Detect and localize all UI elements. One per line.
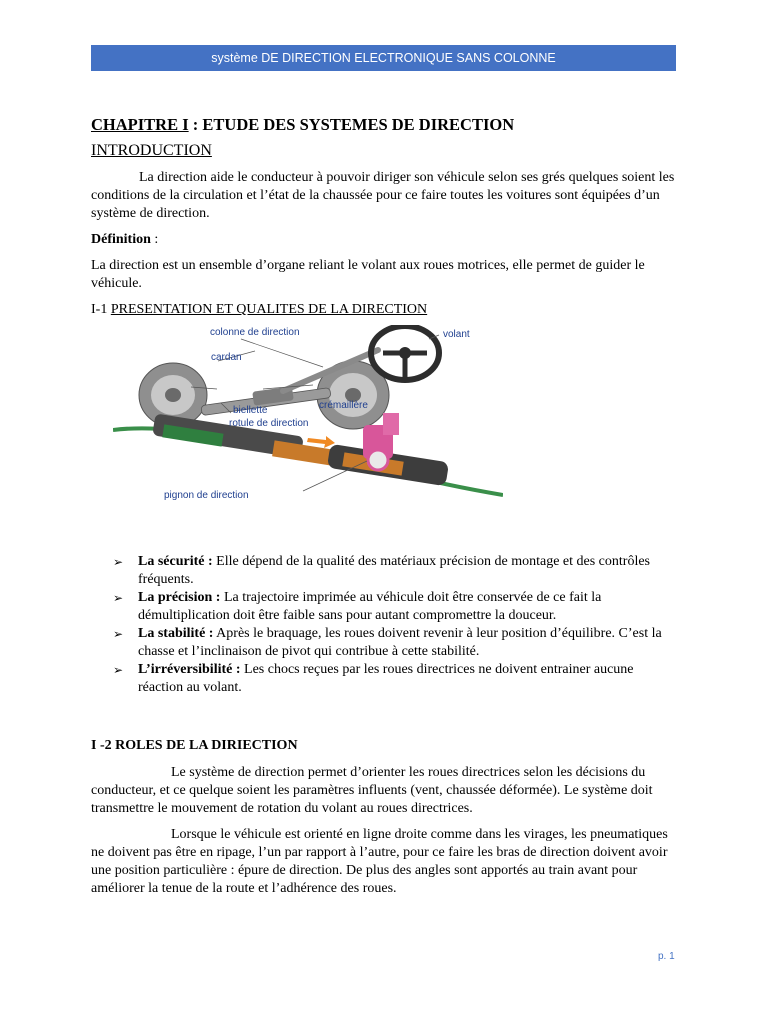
list-item (113, 589, 679, 625)
arrow-bullet-icon: ➢ (113, 591, 124, 605)
criterion-text: Elle dépend de la qualité des matériaux précision de montage et des contrôles fréquents. (138, 554, 650, 587)
page-content (91, 116, 679, 906)
label-pignon: pignon de direction (164, 490, 249, 501)
arrow-bullet-icon: ➢ (113, 555, 124, 569)
criterion-label: La précision : (138, 590, 221, 605)
list-item (113, 661, 679, 697)
intro-heading: INTRODUCTION (91, 142, 212, 159)
list-item (113, 625, 679, 661)
section2-paragraph-1: Le système de direction permet d’orienter les roues directrices selon les décisions du conducteur, et ce quelque soient les paramètres influents (vent, chaussée déformée). Le système doit transmettre le mouvement de rotation du volant au roues directrices. (91, 765, 653, 816)
label-cremaillere: crémaillère (319, 400, 368, 411)
arrow-bullet-icon: ➢ (113, 627, 124, 641)
chapter-label: CHAPITRE I (91, 115, 189, 134)
chapter-title (91, 116, 679, 134)
section1-number: I-1 (91, 302, 111, 317)
rack-teeth-shape (272, 440, 334, 465)
label-colonne: colonne de direction (210, 327, 300, 338)
criterion-text: Après le braquage, les roues doivent revenir à leur position d’équilibre. C’est la chasse et l’inclinaison de pivot qui contribue à cette stabilité. (138, 626, 662, 659)
definition-label: Définition (91, 232, 151, 247)
list-item (113, 553, 679, 589)
arrow-bullet-icon: ➢ (113, 663, 124, 677)
criterion-text: Les chocs reçues par les roues directrices ne doivent entrainer aucune réaction au volant. (138, 662, 634, 695)
criterion-label: L’irréversibilité : (138, 662, 241, 677)
label-cardan: cardan (211, 352, 242, 363)
criterion-label: La sécurité : (138, 554, 213, 569)
definition-sep: : (150, 232, 159, 247)
document-header: système DE DIRECTION ELECTRONIQUE SANS COLONNE (91, 45, 676, 71)
section2-heading: I -2 ROLES DE LA DIRIECTION (91, 738, 298, 753)
label-rotule: rotule de direction (229, 418, 309, 429)
chapter-name: ETUDE DES SYSTEMES DE DIRECTION (202, 115, 515, 134)
criteria-list (91, 553, 679, 697)
intro-paragraph: La direction aide le conducteur à pouvoir diriger son véhicule selon ses grés quelques soient les conditions de la circulation et l’état de la chaussée pour ce faire toutes les voitures sont équipées d’un système de direction. (91, 170, 675, 221)
steering-system-diagram (113, 325, 503, 515)
criterion-label: La stabilité : (138, 626, 214, 641)
label-biellette: biellette (233, 405, 268, 416)
section1-title: PRESENTATION ET QUALITES DE LA DIRECTION (110, 302, 428, 317)
definition-paragraph: La direction est un ensemble d’organe reliant le volant aux roues motrices, elle permet de guider le véhicule. (91, 258, 645, 291)
section1-heading (91, 301, 679, 319)
criterion-text: La trajectoire imprimée au véhicule doit être conservée de ce fait la démultiplication doit être faible sans pour autant compromettre la douceur. (138, 590, 602, 623)
definition-heading (91, 231, 679, 249)
label-volant: volant (443, 329, 470, 340)
page-number: p. 1 (658, 951, 675, 962)
chapter-sep: : (188, 115, 203, 134)
pinion-gear-shape (368, 450, 388, 470)
section2-paragraph-2: Lorsque le véhicule est orienté en ligne droite comme dans les virages, les pneumatiques ne doivent pas être en ripage, l’un par rapport à l’autre, pour ce faire les bras de direction doivent avoir une position particulière : épure de direction. De plus des angles sont apportés au train avant pour améliorer la tenue de la route et l’adhérence des roues. (91, 827, 668, 896)
